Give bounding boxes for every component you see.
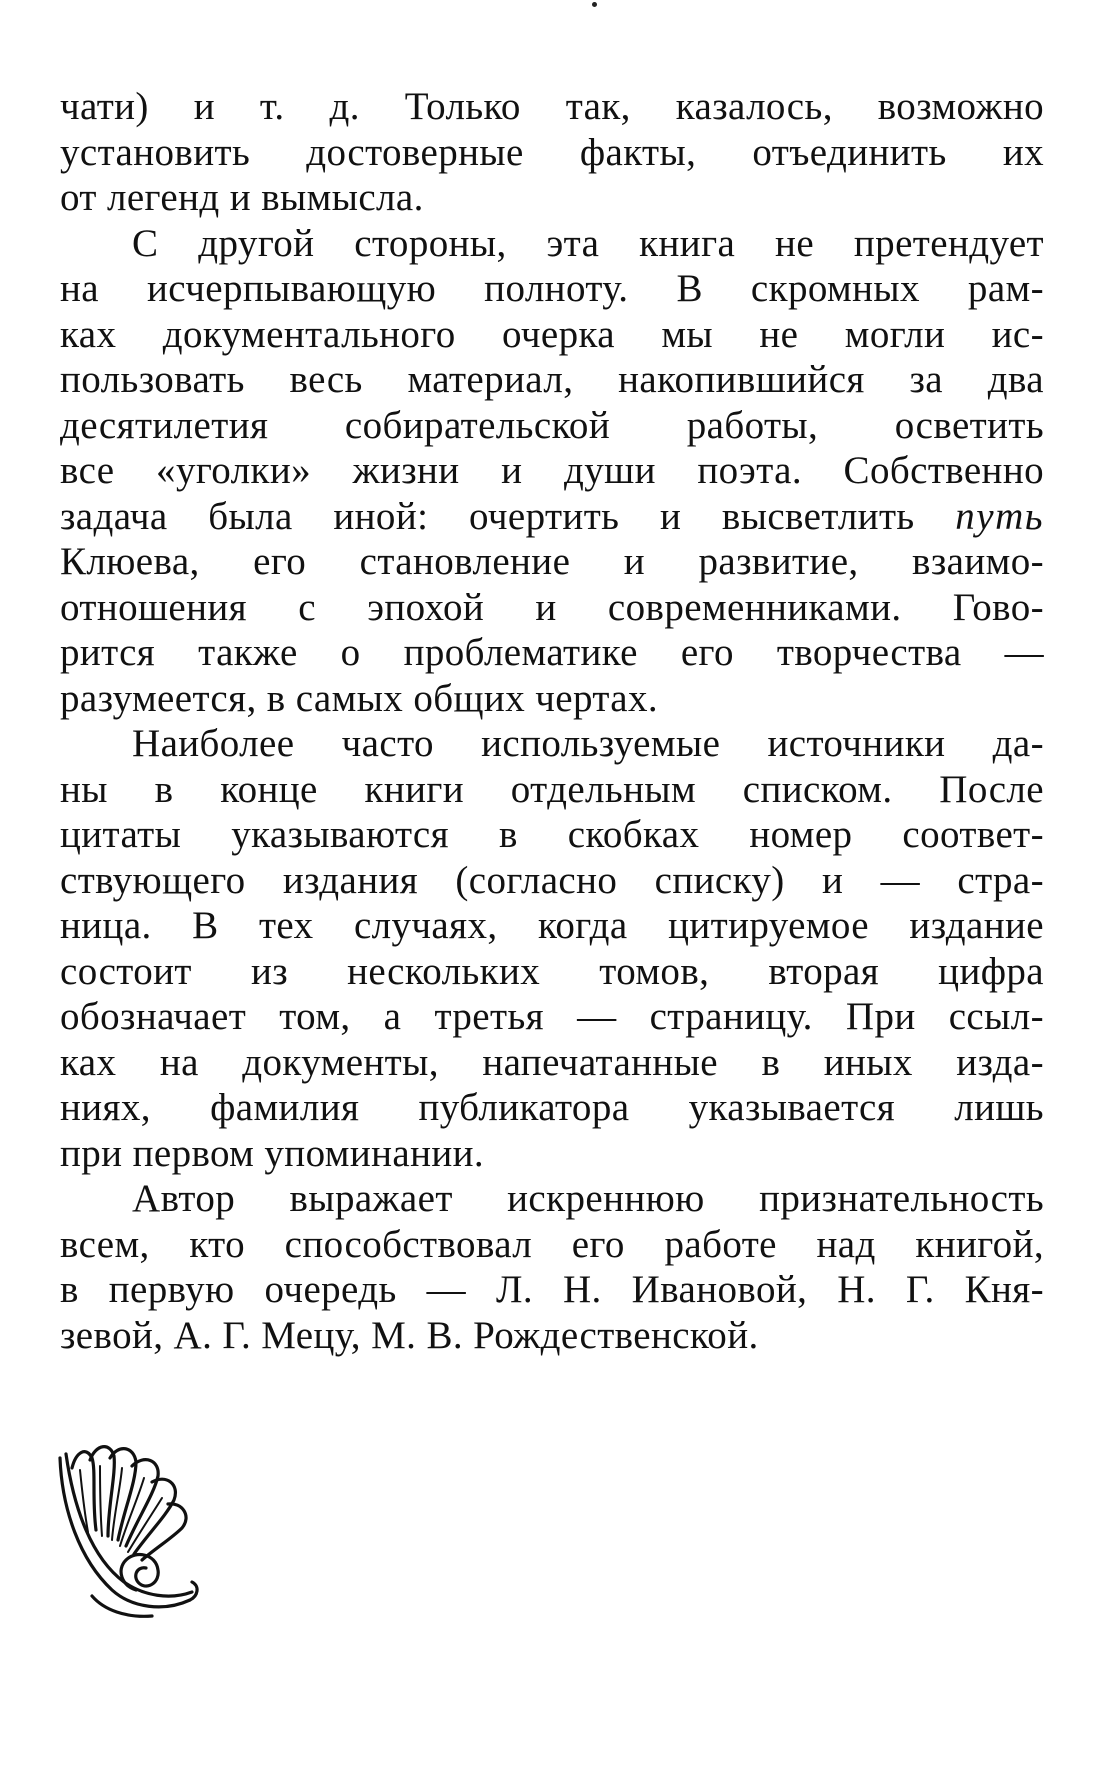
italic-word: путь xyxy=(955,494,1044,538)
text-line: отношения с эпохой и современниками. Гово- xyxy=(60,585,1044,629)
text-line: всем, кто способствовал его работе над книгой, xyxy=(60,1222,1044,1266)
text-line: разумеется, в самых общих чертах. xyxy=(60,676,659,720)
paragraph-4 xyxy=(60,1176,1044,1358)
paragraph-3 xyxy=(60,721,1044,1176)
text-line: Клюева, его становление и развитие, взаимо- xyxy=(60,540,1044,583)
text-line: состоит из нескольких томов, вторая цифра xyxy=(60,949,1044,993)
text-line: Автор выражает искреннюю признательность xyxy=(132,1177,1044,1220)
text-line: зевой, А. Г. Мецу, М. В. Рождественской. xyxy=(60,1313,759,1357)
text-line: ках на документы, напечатанные в иных изда- xyxy=(60,1040,1044,1084)
text-line: десятилетия собирательской работы, осветить xyxy=(60,403,1044,447)
paragraph-1 xyxy=(60,84,1044,221)
text-line: чати) и т. д. Только так, казалось, возможно xyxy=(60,85,1044,128)
text-line: ках документального очерка мы не могли ис- xyxy=(60,312,1044,356)
text-line-with-italic xyxy=(60,494,1044,540)
paragraph-2 xyxy=(60,221,1044,722)
text-line: цитаты указываются в скобках номер соответ- xyxy=(60,813,1044,856)
text-line-start: задача была иной: очертить и высветлить xyxy=(60,494,956,538)
page-speck xyxy=(592,2,597,7)
text-line: установить достоверные факты, отъединить их xyxy=(60,130,1044,174)
text-line: ниях, фамилия публикатора указывается лишь xyxy=(60,1086,1044,1129)
text-line: на исчерпывающую полноту. В скромных рам- xyxy=(60,267,1044,310)
text-line: Наиболее часто используемые источники да- xyxy=(132,722,1044,765)
text-line: в первую очередь — Л. Н. Ивановой, Н. Г. Кня- xyxy=(60,1268,1044,1311)
text-line: ствующего издания (согласно списку) и — стра- xyxy=(60,858,1044,902)
text-line: все «уголки» жизни и души поэта. Собственно xyxy=(60,449,1044,492)
text-line: С другой стороны, эта книга не претендует xyxy=(132,221,1044,265)
text-line: пользовать весь материал, накопившийся за два xyxy=(60,358,1044,401)
text-line: рится также о проблематике его творчества — xyxy=(60,631,1044,674)
text-line: ны в конце книги отдельным списком. После xyxy=(60,767,1044,811)
text-line: обозначает том, а третья — страницу. При ссыл- xyxy=(60,995,1044,1038)
text-line: ница. В тех случаях, когда цитируемое издание xyxy=(60,904,1044,947)
text-line: от легенд и вымысла. xyxy=(60,176,424,219)
text-line: при первом упоминании. xyxy=(60,1131,485,1175)
acanthus-leaf-ornament-icon xyxy=(52,1440,202,1620)
page-text xyxy=(60,84,1044,1358)
